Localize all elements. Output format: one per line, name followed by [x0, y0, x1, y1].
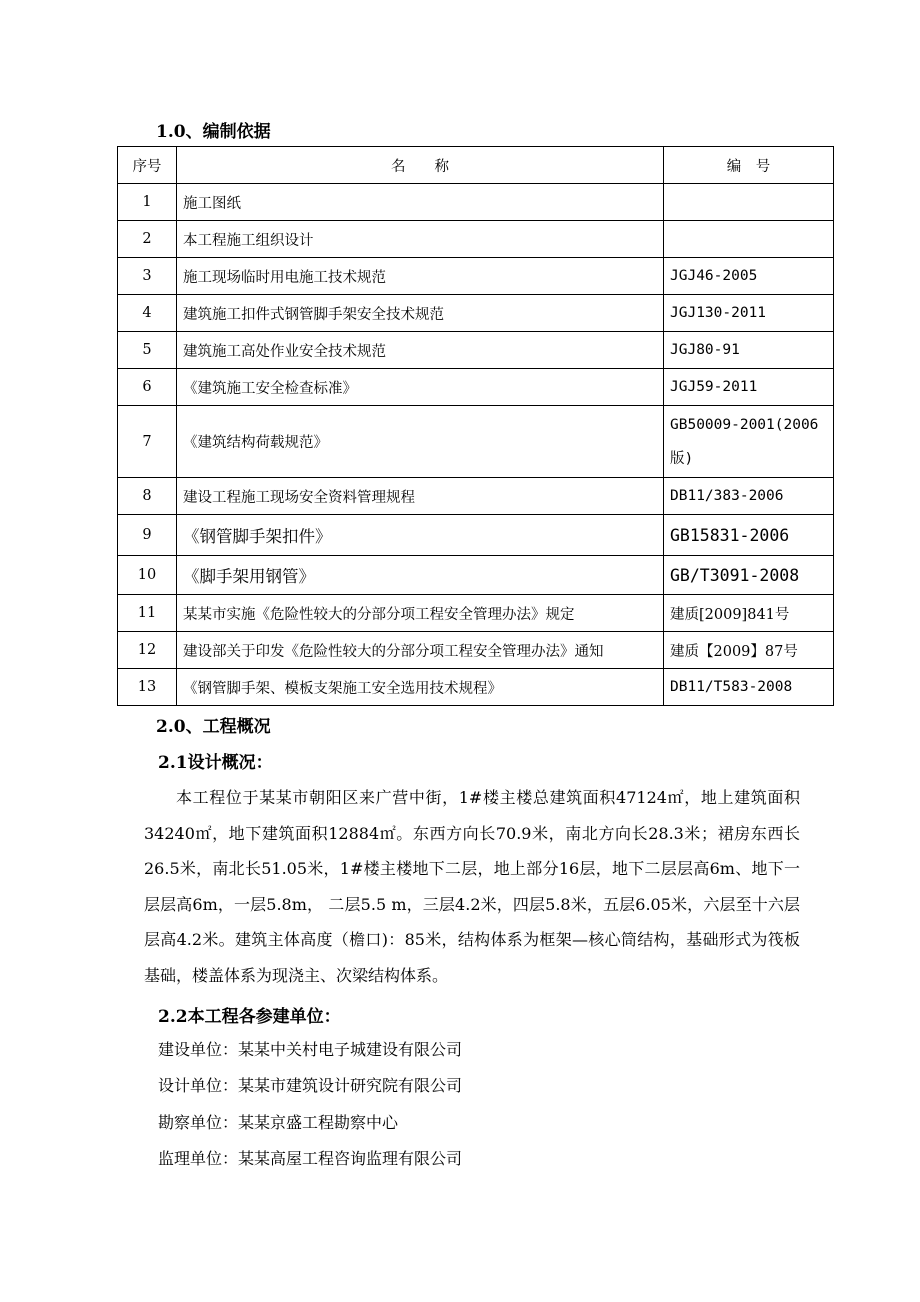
row-code: GB/T3091-2008	[664, 556, 834, 595]
row-name: 施工现场临时用电施工技术规范	[177, 258, 664, 295]
unit-value: 某某市建筑设计研究院有限公司	[238, 1076, 463, 1095]
header-name: 名 称	[177, 147, 664, 184]
row-name: 《建筑结构荷载规范》	[177, 406, 664, 478]
table-row	[118, 556, 834, 595]
row-no: 4	[118, 295, 177, 332]
row-name: 施工图纸	[177, 184, 664, 221]
table-row	[118, 515, 834, 556]
row-code	[664, 221, 834, 258]
row-code: GB15831-2006	[664, 515, 834, 556]
table-row	[118, 295, 834, 332]
row-no: 9	[118, 515, 177, 556]
header-no: 序号	[118, 147, 177, 184]
unit-value: 某某京盛工程勘察中心	[238, 1113, 399, 1132]
row-no: 7	[118, 406, 177, 478]
row-name: 某某市实施《危险性较大的分部分项工程安全管理办法》规定	[177, 595, 664, 632]
row-no: 3	[118, 258, 177, 295]
row-name: 建设工程施工现场安全资料管理规程	[177, 478, 664, 515]
table-row	[118, 632, 834, 669]
row-name: 《钢管脚手架扣件》	[177, 515, 664, 556]
row-code: JGJ59-2011	[664, 369, 834, 406]
row-name: 《建筑施工安全检查标准》	[177, 369, 664, 406]
table-row	[118, 478, 834, 515]
unit-label: 建设单位：	[158, 1040, 239, 1059]
row-code: JGJ80-91	[664, 332, 834, 369]
table-row	[118, 669, 834, 706]
row-name: 建筑施工扣件式钢管脚手架安全技术规范	[177, 295, 664, 332]
row-no: 13	[118, 669, 177, 706]
unit-label: 勘察单位：	[158, 1113, 239, 1132]
unit-line-design	[158, 1073, 462, 1096]
row-name: 《钢管脚手架、模板支架施工安全选用技术规程》	[177, 669, 664, 706]
row-code: JGJ46-2005	[664, 258, 834, 295]
header-code: 编 号	[664, 147, 834, 184]
unit-line-survey	[158, 1110, 398, 1133]
row-name: 本工程施工组织设计	[177, 221, 664, 258]
row-no: 1	[118, 184, 177, 221]
section-heading-basis: 1.0、编制依据	[156, 122, 271, 142]
row-no: 6	[118, 369, 177, 406]
design-overview-paragraph: 本工程位于某某市朝阳区来广营中街，1#楼主楼总建筑面积47124㎡，地上建筑面积34240㎡，地下建筑面积12884㎡。东西方向长70.9米，南北方向长28.3米；裙房东西长26.5米，南北长51.05米，1#楼主楼地下二层，地上部分16层，地下二层层高6m、地下一层层高6m，一层5.8m， 二层5.5 m，三层4.2米，四层5.8米，五层6.05米，六层至十六层层高4.2米。建筑主体高度（檐口)：85米，结构体系为框架—核心筒结构，基础形式为筏板基础，楼盖体系为现浇主、次梁结构体系。	[144, 788, 800, 985]
table-row	[118, 406, 834, 478]
row-code	[664, 184, 834, 221]
row-no: 5	[118, 332, 177, 369]
table-row	[118, 258, 834, 295]
row-code: DB11/T583-2008	[664, 669, 834, 706]
unit-label: 监理单位：	[158, 1149, 239, 1168]
table-row	[118, 332, 834, 369]
row-code: 建质[2009]841号	[664, 595, 834, 632]
row-name: 建筑施工高处作业安全技术规范	[177, 332, 664, 369]
row-code: JGJ130-2011	[664, 295, 834, 332]
unit-value: 某某高屋工程咨询监理有限公司	[238, 1149, 463, 1168]
table-header-row	[118, 147, 834, 184]
unit-value: 某某中关村电子城建设有限公司	[238, 1040, 463, 1059]
table-row	[118, 184, 834, 221]
section-heading-overview: 2.0、工程概况	[156, 717, 271, 737]
table-row	[118, 221, 834, 258]
row-no: 11	[118, 595, 177, 632]
row-no: 8	[118, 478, 177, 515]
reference-table	[117, 146, 834, 706]
unit-label: 设计单位：	[158, 1076, 239, 1095]
subheading-design: 2.1设计概况：	[158, 753, 273, 773]
row-no: 12	[118, 632, 177, 669]
row-code: 建质【2009】87号	[664, 632, 834, 669]
unit-line-construction	[158, 1037, 462, 1060]
row-code: GB50009-2001(2006版)	[664, 406, 834, 478]
unit-line-supervision	[158, 1146, 462, 1169]
table-row	[118, 369, 834, 406]
table-row	[118, 595, 834, 632]
subheading-units: 2.2本工程各参建单位：	[158, 1007, 341, 1027]
row-no: 2	[118, 221, 177, 258]
row-no: 10	[118, 556, 177, 595]
row-name: 建设部关于印发《危险性较大的分部分项工程安全管理办法》通知	[177, 632, 664, 669]
row-name: 《脚手架用钢管》	[177, 556, 664, 595]
row-code: DB11/383-2006	[664, 478, 834, 515]
